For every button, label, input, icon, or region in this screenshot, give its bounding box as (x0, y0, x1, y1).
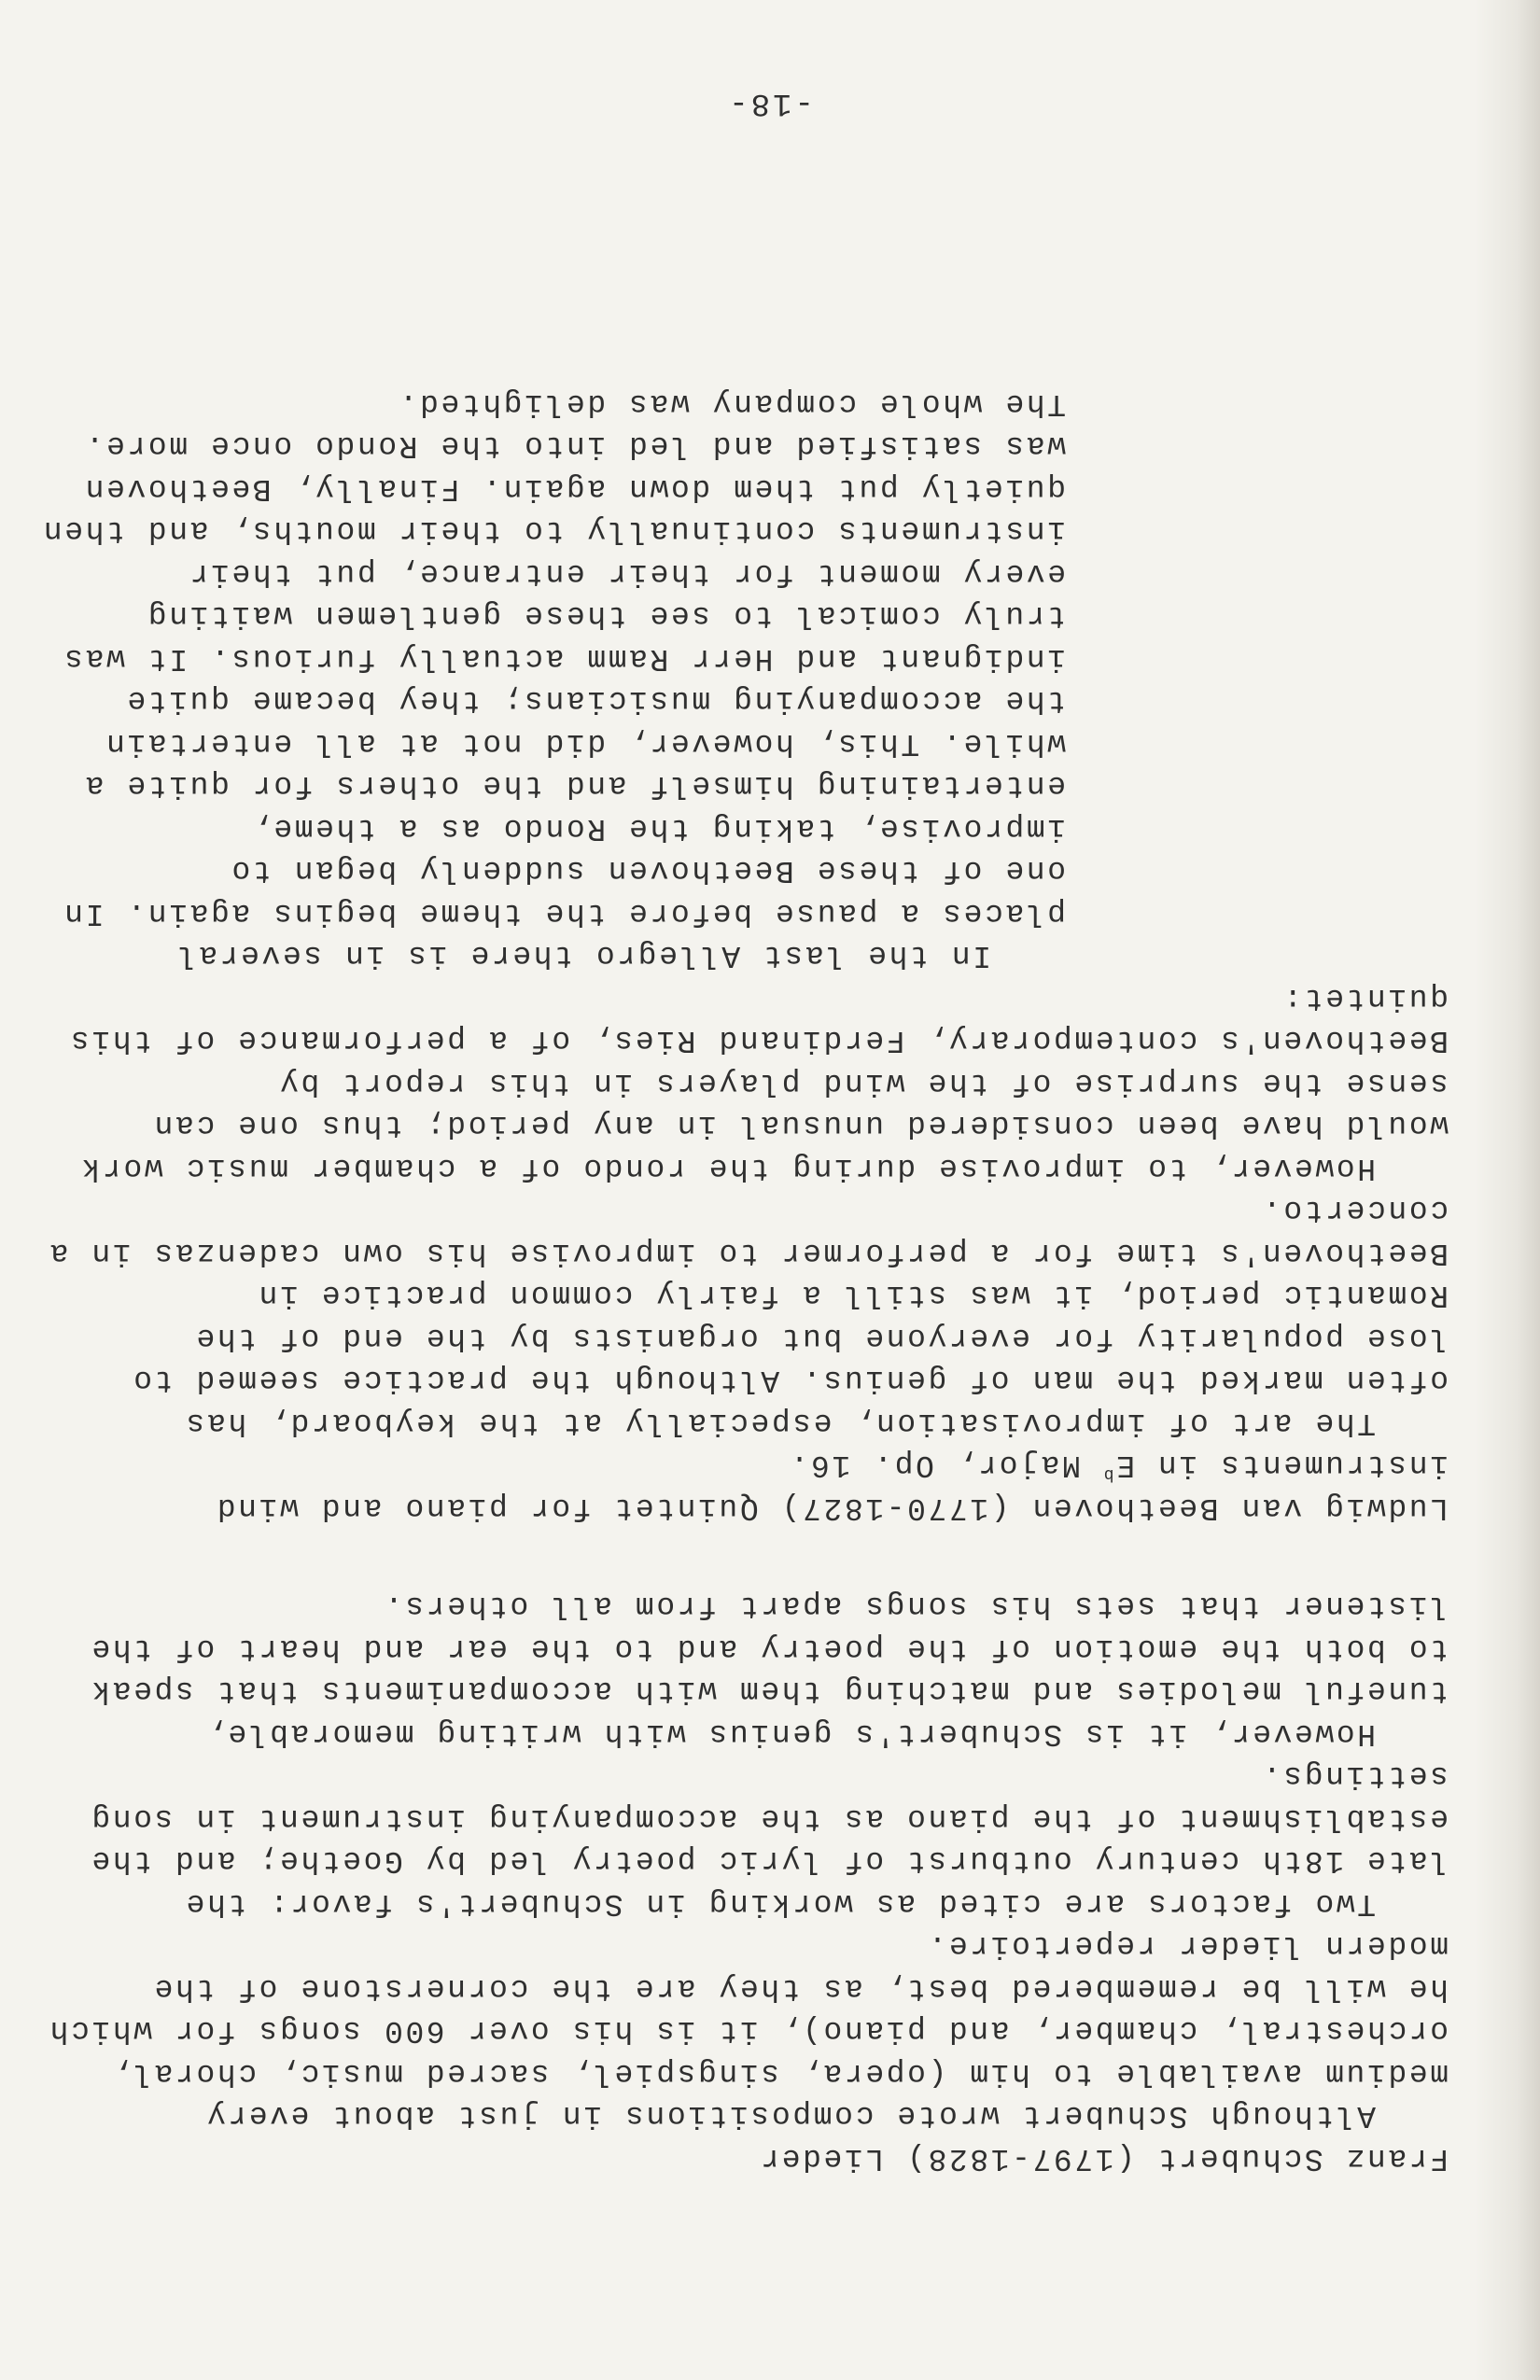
paragraph-line: quintet: (1281, 981, 1449, 1015)
quote-line: quietly put them down again. Finally, Beethoven (83, 471, 1066, 506)
paragraph-line: sense the surprise of the wind players in this report by (277, 1066, 1449, 1100)
section-heading-schubert: Franz Schubert (1797-1828) Lieder (758, 2141, 1449, 2176)
paragraph-line: The art of improvisation, especially at the keyboard, has (184, 1406, 1376, 1440)
paragraph-line: would have been considered unusual in any period; thus one can (152, 1108, 1449, 1143)
flat-superscript: b (1101, 1464, 1114, 1484)
quote-line: In the last Allegro there is in several (175, 938, 991, 973)
paragraph-line: Although Schubert wrote compositions in just about every (204, 2098, 1376, 2134)
paragraph-line: establishment of the piano as the accompanying instrument in song (89, 1801, 1449, 1836)
section-heading-beethoven-line2 (95, 1444, 1449, 1487)
quote-line: truly comical to see these gentlemen waiting (146, 598, 1066, 634)
quote-line: entertaining himself and the others for quite a (83, 768, 1066, 804)
paragraph-line: orchestral, chamber, and piano), it is his over 600 songs for which (47, 2013, 1449, 2049)
paragraph-line: to both the emotion of the poetry and to the ear and heart of the (89, 1631, 1449, 1666)
quote-line: The whole company was delighted. (397, 386, 1066, 421)
heading-text-post: Major, Op. 16. (788, 1448, 1102, 1483)
paragraph-line: lose popularity for everyone but organists by the end of the (193, 1321, 1449, 1355)
section-heading-beethoven: Ludwig van Beethoven (1770-1827) Quintet for piano and wind (215, 1491, 1449, 1525)
heading-text-pre: instruments in E (1113, 1448, 1449, 1483)
paragraph-line: medium available to him (opera, singspiel, sacred music, choral, (110, 2056, 1449, 2091)
paragraph-line: tuneful melodies and matching them with accompaniments that speak (89, 1673, 1449, 1709)
document-body (41, 383, 1449, 2180)
paragraph-line: Romantic period, it was still a fairly common practice in (257, 1278, 1449, 1313)
quote-line: improvise, taking the Rondo as a theme, (250, 811, 1066, 846)
paragraph-line: Two factors are cited as working in Schubert's favor: the (184, 1886, 1376, 1921)
quote-line: indignant and Herr Ramm actually furious. It was (62, 641, 1066, 676)
paragraph-line: he will be remembered best, as they are the cornerstone of the (152, 1971, 1449, 2006)
paragraph-line: late 18th century outburst of lyric poetry led by Goethe; and the (89, 1843, 1449, 1879)
paragraph-line: Beethoven's contemporary, Ferdinand Ries, of a performance of this (68, 1023, 1449, 1058)
paragraph-line: modern lieder repertoire. (925, 1928, 1449, 1964)
quote-line: one of these Beethoven suddenly began to (229, 853, 1066, 889)
section-spacer (95, 1529, 1449, 1585)
page-number: -18- (726, 85, 814, 120)
quote-line: while. This, however, did not at all entertain (104, 726, 1066, 761)
paragraph-line: settings. (1260, 1758, 1449, 1794)
quote-line: places a pause before the theme begins again. In (62, 896, 1066, 931)
quote-line: the accompanying musicians; they became quite (124, 683, 1066, 719)
paragraph-line: However, to improvise during the rondo of a chamber music work (79, 1151, 1376, 1185)
paragraph-line: often marked the man of genius. Although the practice seemed to (131, 1363, 1449, 1398)
quote-line: every moment for their entrance, put their (188, 556, 1066, 591)
quote-line: was satisfied and led into the Rondo once more. (83, 428, 1066, 464)
paragraph-line: However, it is Schubert's genius with writing memorable, (204, 1716, 1376, 1751)
paragraph-line: concerto. (1260, 1193, 1449, 1228)
quote-line: instruments continually to their mouths, and then (41, 513, 1066, 549)
paragraph-line: Beethoven's time for a performer to improvise his own cadenzas in a (47, 1236, 1449, 1270)
paragraph-line: listener that sets his songs apart from all others. (382, 1589, 1449, 1624)
